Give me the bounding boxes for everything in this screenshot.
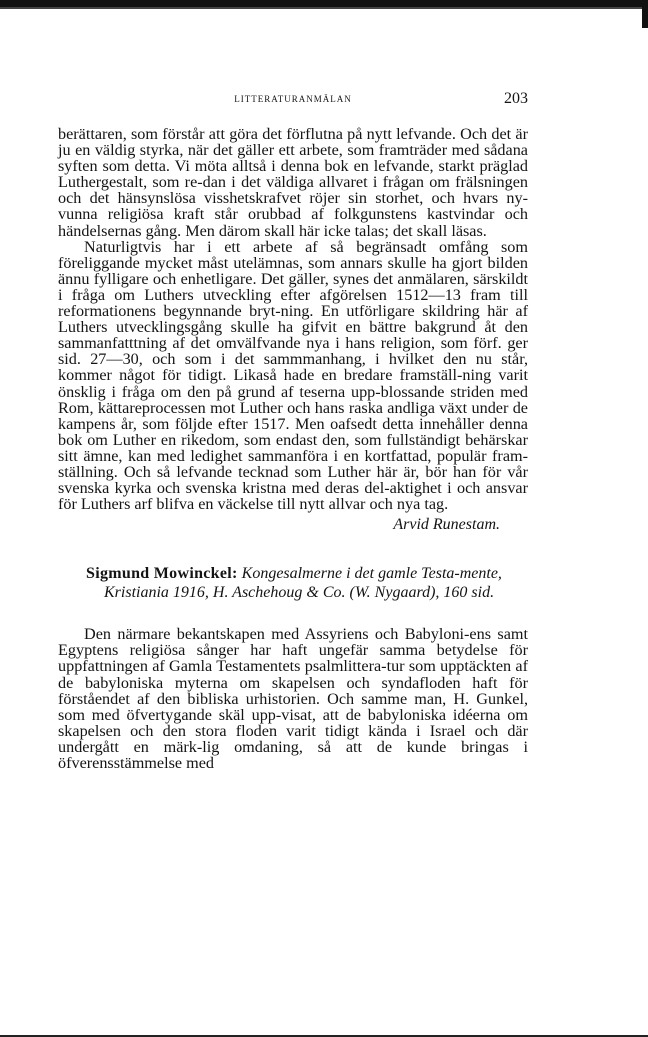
review-1-paragraph-2: Naturligtvis har i ett arbete af så begränsadt omfång som föreliggande mycket måst utelämnas, som annars skulle ha gjort bilden ännu fylligare och enhetligare. Det gäller, synes det anmälaren, särskildt i fråga om Luthers utveckling efter afgörelsen 1512—13 fram till reformationens begynnande bryt-ning. En utförligare skildring här af Luthers utvecklingsgång skulle ha gifvit en bättre bakgrund åt den sammanfatttning af det omvälfvande nya i hans religion, som förf. ger sid. 27—30, och som i det sammmanhang, i hvilket den nu står, kommer något för tidigt. Likaså hade en bredare framställ-ning varit önsklig i fråga om den på grund af teserna upp-blossande striden med Rom, kättareprocessen mot Luther och hans raska andliga växt under de kampens år, som följde efter 1517. Men oafsedt detta innehåller denna bok om Luther en rikedom, som endast den, som fullständigt behärskar sitt ämne, kan med ledighet sammanföra i en kortfattad, populär fram-ställning. Och så lefvande tecknad som Luther här är, bör han för vår svenska kyrka och svenska kristna med deras del-aktighet i och ansvar för Luthers arf blifva en väckelse till nytt allvar och nya tag. bbox=[58, 237, 528, 514]
review-2-paragraph-1: Den närmare bekantskapen med Assyriens och Babyloni-ens samt Egyptens religiösa sånger har haft ungefär samma betydelse för uppfattningen af Gamla Testamentets psalmlittera-tur som upptäckten af de babyloniska myterna om skapelsen och syndafloden haft för förståendet af den bibliska urhistorien. Och samme man, H. Gunkel, som med öfvertygande skäl upp-visat, att de babyloniska idéerna om skapelsen och den stora floden varit tidigt kända i Israel och där undergått en märk-lig omdaning, så att de kunde bringas i öfverensstämmelse med bbox=[58, 625, 528, 772]
scan-top-edge-line bbox=[0, 7, 648, 9]
review-1-paragraph-1: berättaren, som förstår att göra det förflutna på nytt lefvande. Och det är ju en väldig styrka, när det gäller ett arbete, som framträder med sådana syften som detta. Vi möta alltså i denna bok en lefvande, starkt präglad Luthergestalt, som re-dan i det väldiga allvaret i frågan om frälsningen och det hänsynslösa visshetskrafvet röjer sin storhet, och hvars ny-vunna religiösa kraft står orubbad af folkgunstens kastvindar och händelsernas gång. Men därom skall här icke talas; det skall läsas. bbox=[58, 125, 528, 240]
page-number: 203 bbox=[504, 90, 528, 107]
scan-top-edge bbox=[0, 0, 648, 7]
review-2-author: Sigmund Mowinckel: bbox=[86, 565, 238, 583]
book-page bbox=[58, 90, 528, 771]
scan-right-edge bbox=[642, 0, 648, 28]
review-2-title: Kongesalmerne i det gamle Testa-mente, Kristiania 1916, H. Aschehoug & Co. (W. Nygaard), 160 sid. bbox=[104, 565, 502, 602]
review-2-heading bbox=[58, 564, 528, 602]
running-head bbox=[58, 90, 528, 112]
running-title: LITTERATURANMÄLAN bbox=[234, 94, 352, 104]
reviewer-signature: Arvid Runestam. bbox=[393, 516, 500, 534]
